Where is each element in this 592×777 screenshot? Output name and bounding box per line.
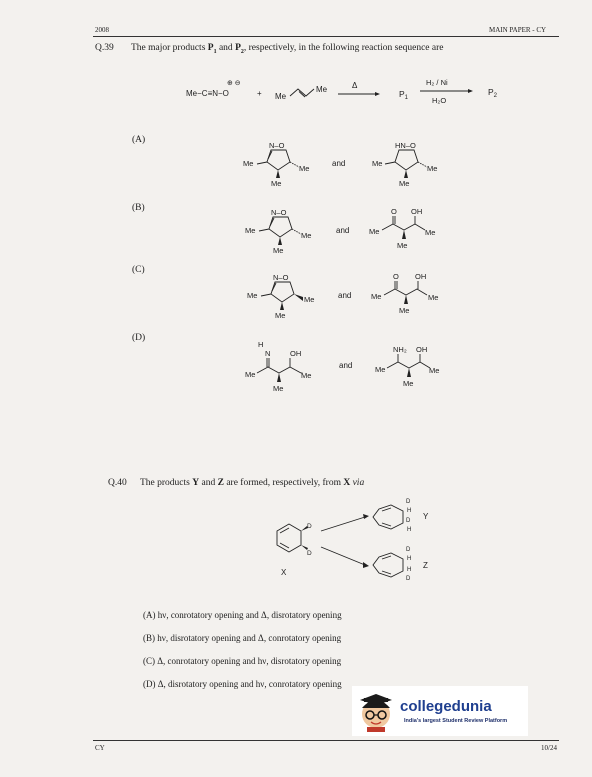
me-label: Me bbox=[304, 295, 315, 304]
oxime-h: H bbox=[258, 340, 264, 349]
and-text: and bbox=[339, 361, 353, 370]
hydrogen-label: H bbox=[407, 556, 412, 562]
collegedunia-watermark bbox=[352, 686, 528, 736]
product-p2: $P_2$ bbox=[488, 87, 498, 99]
hydroxyl-oh: OH bbox=[411, 207, 423, 216]
me-label: Me bbox=[371, 292, 382, 301]
isoxazoline-no-label: N–O bbox=[269, 141, 285, 150]
footer-page-number: 10/24 bbox=[541, 744, 557, 752]
label-x: X bbox=[281, 568, 287, 577]
alkene-chain bbox=[290, 89, 314, 96]
me-label: Me bbox=[301, 231, 312, 240]
q40-option-d[interactable]: (D) Δ, disrotatory opening and hν, conrotatory opening bbox=[143, 679, 342, 689]
and-text: and bbox=[336, 226, 350, 235]
deuterium-label: D bbox=[307, 550, 312, 557]
hydrogen-label: H bbox=[407, 527, 412, 533]
q39-p2: $P_2$ bbox=[235, 43, 244, 55]
q40-reaction-scheme bbox=[255, 495, 455, 595]
me-label: Me bbox=[243, 159, 254, 168]
q39-option-d-structures bbox=[235, 338, 465, 396]
header-year: 2008 bbox=[95, 26, 109, 34]
nitrile-oxide-charges: ⊕ ⊖ bbox=[227, 80, 241, 87]
me-label: Me bbox=[399, 306, 410, 315]
me-label: Me bbox=[403, 379, 414, 388]
isoxazoline-ring bbox=[269, 217, 292, 237]
me-label: Me bbox=[369, 227, 380, 236]
me-label: Me bbox=[271, 179, 282, 188]
mascot-icon bbox=[356, 692, 396, 732]
hydroxy-ketone-chain bbox=[384, 289, 427, 295]
me-label: Me bbox=[427, 164, 438, 173]
q40-x: X bbox=[343, 478, 351, 488]
plus-sign: + bbox=[257, 89, 262, 98]
alkene-me-right: Me bbox=[316, 85, 328, 94]
me-label: Me bbox=[245, 370, 256, 379]
q39-text-mid: and bbox=[216, 43, 236, 53]
me-label: Me bbox=[273, 246, 284, 255]
q40-question-text bbox=[140, 478, 364, 488]
header-rule bbox=[93, 36, 559, 37]
ketone-o: O bbox=[391, 207, 397, 216]
q40-option-c[interactable]: (C) Δ, conrotatory opening and hν, disrotatory opening bbox=[143, 656, 342, 666]
q40-number: Q.40 bbox=[108, 478, 127, 488]
label-z: Z bbox=[423, 561, 428, 570]
q39-reaction-scheme bbox=[180, 72, 510, 114]
amino-alcohol-chain bbox=[387, 362, 430, 368]
heat-symbol: Δ bbox=[352, 81, 358, 90]
me-label: Me bbox=[399, 179, 410, 188]
arrow-to-z bbox=[321, 547, 365, 565]
reagent-h2o: H₂O bbox=[432, 96, 447, 105]
product-p1: $P_1$ bbox=[399, 89, 409, 101]
and-text: and bbox=[338, 291, 352, 300]
isoxazolidine-ring bbox=[395, 150, 418, 170]
hydroxy-ketone-chain bbox=[382, 224, 425, 230]
deuterium-label: D bbox=[406, 576, 411, 582]
me-label: Me bbox=[275, 311, 286, 320]
q39-question-text bbox=[131, 43, 443, 55]
me-label: Me bbox=[299, 164, 310, 173]
isoxazoline-no-label: N–O bbox=[271, 208, 287, 217]
q39-option-d-label[interactable]: (D) bbox=[132, 333, 146, 343]
q39-option-a-structures bbox=[235, 138, 465, 190]
amino-alcohol-precursor-chain bbox=[257, 367, 301, 373]
footer-rule bbox=[93, 740, 559, 741]
q40-z: Z bbox=[217, 478, 224, 488]
arrow-to-y bbox=[321, 517, 365, 531]
q40-y: Y bbox=[192, 478, 200, 488]
q39-text-pre: The major products bbox=[131, 43, 208, 53]
q40-option-b[interactable]: (B) hν, disrotatory opening and Δ, conrotatory opening bbox=[143, 633, 342, 643]
isoxazolidine-label: HN–O bbox=[395, 141, 416, 150]
q40-text-pre: The products bbox=[140, 478, 193, 488]
q39-option-b-label[interactable]: (B) bbox=[132, 203, 145, 213]
amine-nh2: NH₂ bbox=[393, 345, 407, 354]
deuterium-label: D bbox=[406, 499, 411, 505]
me-label: Me bbox=[425, 228, 436, 237]
q39-option-b-structures bbox=[235, 205, 465, 257]
me-label: Me bbox=[428, 293, 439, 302]
me-label: Me bbox=[429, 366, 440, 375]
brand-name: collegedunia bbox=[400, 698, 492, 715]
q39-option-c-structures bbox=[235, 270, 465, 322]
me-label: Me bbox=[245, 226, 256, 235]
isoxazoline-ring bbox=[271, 282, 294, 302]
q39-p1: $P_1$ bbox=[207, 43, 217, 55]
q40-text-and: and bbox=[199, 478, 218, 488]
deuterium-label: D bbox=[307, 523, 312, 530]
me-label: Me bbox=[273, 384, 284, 393]
q39-number: Q.39 bbox=[95, 43, 114, 53]
deuterium-label: D bbox=[406, 547, 411, 553]
ketone-o: O bbox=[393, 272, 399, 281]
and-text: and bbox=[332, 159, 346, 168]
label-y: Y bbox=[423, 512, 429, 521]
header-paper-code: MAIN PAPER - CY bbox=[489, 26, 547, 34]
hydroxyl-oh: OH bbox=[290, 349, 302, 358]
me-label: Me bbox=[301, 371, 312, 380]
imine-n: N bbox=[265, 349, 271, 358]
footer-code: CY bbox=[95, 744, 105, 752]
q40-text-via: via bbox=[350, 478, 365, 488]
me-label: Me bbox=[372, 159, 383, 168]
hydrogen-label: H bbox=[407, 508, 412, 514]
me-label: Me bbox=[397, 241, 408, 250]
q40-option-a[interactable]: (A) hν, conrotatory opening and Δ, disrotatory opening bbox=[143, 610, 342, 620]
hydroxyl-oh: OH bbox=[416, 345, 428, 354]
q39-option-a-label[interactable]: (A) bbox=[132, 135, 146, 145]
hydrogen-label: H bbox=[407, 567, 412, 573]
q39-text-post: , respectively, in the following reaction sequence are bbox=[243, 43, 444, 53]
alkene-me-left: Me bbox=[275, 92, 287, 101]
me-label: Me bbox=[247, 291, 258, 300]
deuterium-label: D bbox=[406, 518, 411, 524]
hydroxyl-oh: OH bbox=[415, 272, 427, 281]
me-label: Me bbox=[375, 365, 386, 374]
isoxazoline-ring bbox=[267, 150, 290, 170]
q40-text-mid: are formed, respectively, from bbox=[223, 478, 344, 488]
nitrile-oxide: Me−C≡N−O bbox=[186, 89, 229, 98]
q39-option-c-label[interactable]: (C) bbox=[132, 265, 145, 275]
isoxazoline-no-label: N–O bbox=[273, 273, 289, 282]
brand-tagline: India's largest Student Review Platform bbox=[404, 718, 508, 724]
reagent-h2-ni: H₂ / Ni bbox=[426, 78, 448, 87]
